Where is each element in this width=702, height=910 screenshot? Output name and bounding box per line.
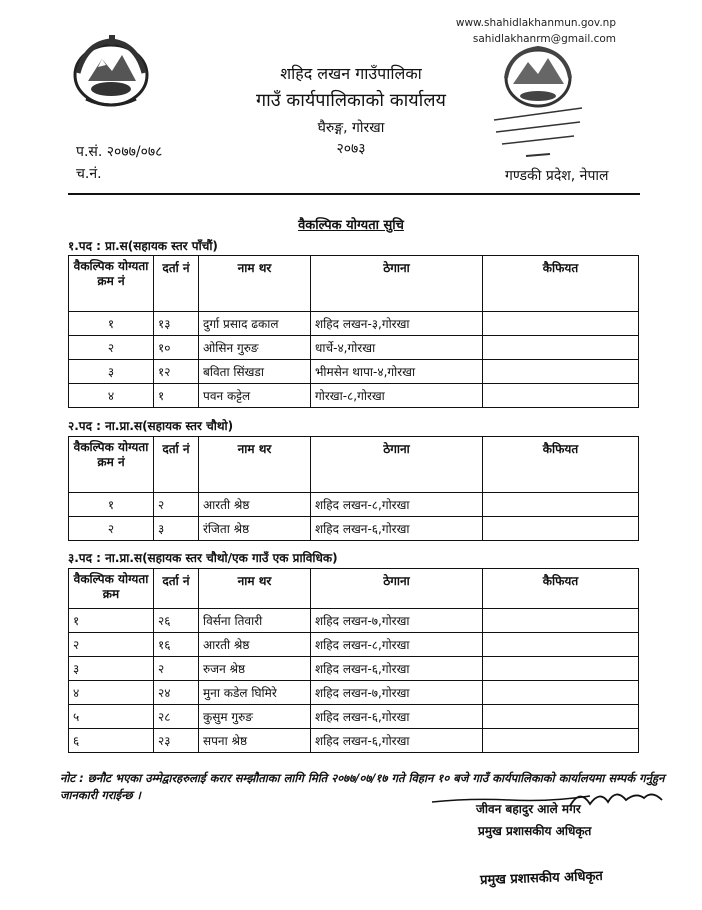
cell-reg-no: २३ xyxy=(154,729,199,753)
column-header-serial: वैकल्पिक योग्यता क्रम नं xyxy=(69,256,154,312)
column-header-reg-no: दर्ता नं xyxy=(154,569,199,609)
cell-reg-no: २ xyxy=(154,493,199,517)
cell-name: रुजन श्रेष्ठ xyxy=(199,657,311,681)
table-row xyxy=(69,384,639,408)
cell-name: आरती श्रेष्ठ xyxy=(199,633,311,657)
signatory-name: जीवन बहादुर आले मगर xyxy=(476,802,581,816)
office-name: गाउँ कार्यपालिकाको कार्यालय xyxy=(256,90,446,111)
column-header-address: ठेगाना xyxy=(311,569,483,609)
section-2-title: २.पद : ना.प्रा.स(सहायक स्तर चौथो) xyxy=(68,419,234,433)
cell-name: पवन कट्टेल xyxy=(199,384,311,408)
column-header-serial: वैकल्पिक योग्यता क्रम xyxy=(69,569,154,609)
email-text: sahidlakhanrm@gmail.com xyxy=(472,33,616,45)
cell-reg-no: ३ xyxy=(154,517,199,541)
column-header-address: ठेगाना xyxy=(311,437,483,493)
office-address: घैरुङ्ग, गोरखा xyxy=(317,120,385,136)
cell-remarks xyxy=(483,705,639,729)
column-header-reg-no: दर्ता नं xyxy=(154,256,199,312)
municipality-seal xyxy=(488,38,588,163)
cell-address: शहिद लखन-६,गोरखा xyxy=(311,729,483,753)
table-row xyxy=(69,633,639,657)
cell-name: रंजिता श्रेष्ठ xyxy=(199,517,311,541)
cell-serial: २ xyxy=(69,517,154,541)
cell-name: विर्सना तिवारी xyxy=(199,609,311,633)
cell-name: ओसिन गुरुङ xyxy=(199,336,311,360)
column-header-reg-no: दर्ता नं xyxy=(154,437,199,493)
table-row xyxy=(69,657,639,681)
cell-serial: १ xyxy=(69,312,154,336)
cell-name: बविता सिंखडा xyxy=(199,360,311,384)
cell-remarks xyxy=(483,360,639,384)
signatory-title: प्रमुख प्रशासकीय अधिकृत xyxy=(478,824,592,838)
table-row xyxy=(69,360,639,384)
cell-name: आरती श्रेष्ठ xyxy=(199,493,311,517)
cell-address: शहिद लखन-८,गोरखा xyxy=(311,633,483,657)
cell-address: धार्चे-४,गोरखा xyxy=(311,336,483,360)
section-3-table xyxy=(68,568,639,753)
cell-serial: १ xyxy=(69,609,154,633)
section-2-table xyxy=(68,436,639,541)
cell-name: कुसुम गुरुङ xyxy=(199,705,311,729)
column-header-name: नाम थर xyxy=(199,256,311,312)
org-name: शहिद लखन गाउँपालिका xyxy=(280,64,422,83)
section-3-title: ३.पद : ना.प्रा.स(सहायक स्तर चौथो/एक गाउँ एक प्राविधिक) xyxy=(68,551,338,565)
cell-name: दुर्गा प्रसाद ढकाल xyxy=(199,312,311,336)
cell-remarks xyxy=(483,633,639,657)
cell-address: शहिद लखन-७,गोरखा xyxy=(311,681,483,705)
table-row xyxy=(69,681,639,705)
column-header-serial: वैकल्पिक योग्यता क्रम नं xyxy=(69,437,154,493)
cell-reg-no: २४ xyxy=(154,681,199,705)
cell-reg-no: १० xyxy=(154,336,199,360)
cell-reg-no: १२ xyxy=(154,360,199,384)
cell-serial: ४ xyxy=(69,384,154,408)
table-row xyxy=(69,493,639,517)
header-divider xyxy=(68,193,640,195)
cell-address: शहिद लखन-७,गोरखा xyxy=(311,609,483,633)
cell-remarks xyxy=(483,681,639,705)
cell-serial: २ xyxy=(69,633,154,657)
table-header-row xyxy=(69,256,639,312)
cell-address: भीमसेन थापा-४,गोरखा xyxy=(311,360,483,384)
cell-reg-no: २८ xyxy=(154,705,199,729)
cell-remarks xyxy=(483,493,639,517)
cell-serial: ४ xyxy=(69,681,154,705)
cell-serial: ६ xyxy=(69,729,154,753)
cell-reg-no: १६ xyxy=(154,633,199,657)
cell-address: शहिद लखन-६,गोरखा xyxy=(311,657,483,681)
column-header-remarks: कैफियत xyxy=(483,256,639,312)
cell-remarks xyxy=(483,729,639,753)
cell-serial: ३ xyxy=(69,360,154,384)
cell-remarks xyxy=(483,657,639,681)
cell-name: सपना श्रेष्ठ xyxy=(199,729,311,753)
ref-number: प.सं. २०७७/०७८ xyxy=(76,144,163,160)
cell-remarks xyxy=(483,609,639,633)
dispatch-number: च.नं. xyxy=(76,166,102,182)
cell-remarks xyxy=(483,517,639,541)
cell-serial: ५ xyxy=(69,705,154,729)
table-header-row xyxy=(69,569,639,609)
cell-address: शहिद लखन-६,गोरखा xyxy=(311,517,483,541)
cell-serial: ३ xyxy=(69,657,154,681)
cell-remarks xyxy=(483,312,639,336)
designation-stamp: प्रमुख प्रशासकीय अधिकृत xyxy=(479,868,604,889)
cell-address: शहिद लखन-६,गोरखा xyxy=(311,705,483,729)
cell-serial: १ xyxy=(69,493,154,517)
website-text: www.shahidlakhanmun.gov.np xyxy=(455,17,616,29)
table-row xyxy=(69,336,639,360)
cell-address: शहिद लखन-८,गोरखा xyxy=(311,493,483,517)
cell-serial: २ xyxy=(69,336,154,360)
table-row xyxy=(69,312,639,336)
cell-address: गोरखा-८,गोरखा xyxy=(311,384,483,408)
cell-remarks xyxy=(483,336,639,360)
cell-reg-no: २६ xyxy=(154,609,199,633)
table-row xyxy=(69,705,639,729)
cell-reg-no: २ xyxy=(154,657,199,681)
column-header-remarks: कैफियत xyxy=(483,437,639,493)
cell-name: मुना कडेल घिमिरे xyxy=(199,681,311,705)
table-header-row xyxy=(69,437,639,493)
established-year: २०७३ xyxy=(336,141,366,157)
column-header-name: नाम थर xyxy=(199,569,311,609)
cell-reg-no: १३ xyxy=(154,312,199,336)
table-row xyxy=(69,609,639,633)
column-header-address: ठेगाना xyxy=(311,256,483,312)
section-1-title: १.पद : प्रा.स(सहायक स्तर पाँचौं) xyxy=(68,239,218,253)
column-header-remarks: कैफियत xyxy=(483,569,639,609)
note-text: नोट : छनौट भएका उम्मेद्वारहरुलाई करार सम्झौताका लागि मिति २०७७/०७/१७ गते विहान १० बजे गाउँ कार्यपालिकाको कार्यालयमा सम्पर्क गर्नुहुन जानकारी गराईन्छ । xyxy=(60,771,665,802)
list-title: वैकल्पिक योग्यता सुचि xyxy=(298,218,404,233)
cell-remarks xyxy=(483,384,639,408)
table-row xyxy=(69,517,639,541)
cell-address: शहिद लखन-३,गोरखा xyxy=(311,312,483,336)
province-text: गण्डकी प्रदेश, नेपाल xyxy=(505,168,609,184)
section-1-table xyxy=(68,255,639,408)
cell-reg-no: १ xyxy=(154,384,199,408)
table-row xyxy=(69,729,639,753)
column-header-name: नाम थर xyxy=(199,437,311,493)
